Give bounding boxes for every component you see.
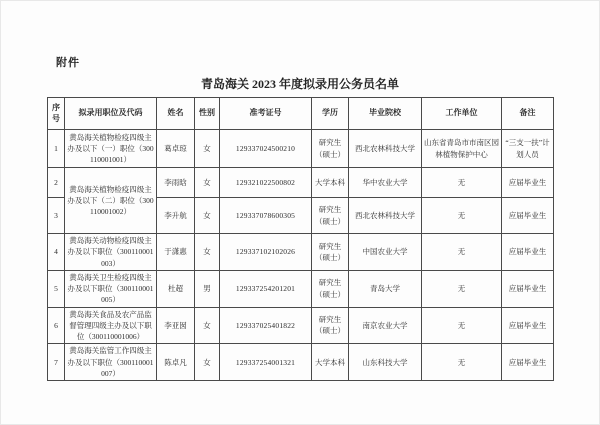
- cell-exam-no: 129337102102026: [220, 234, 312, 271]
- cell-degree: 研究生（硕士）: [312, 130, 349, 168]
- cell-school: 南京农业大学: [349, 307, 422, 344]
- cell-degree: 研究生（硕士）: [312, 307, 349, 344]
- cell-employer: 山东省青岛市市南区园林植物保护中心: [422, 130, 502, 168]
- cell-degree: 大学本科: [312, 344, 349, 381]
- cell-exam-no: 129321022500802: [220, 168, 312, 198]
- cell-position-merged: 黄岛海关植物检疫四级主办及以下（二）职位（300110001002）: [65, 168, 157, 234]
- cell-position: 黄岛海关监管工作四级主办及以下职位（300110001007）: [65, 344, 157, 381]
- cell-note: 应届毕业生: [502, 168, 554, 198]
- page-title: 青岛海关 2023 年度拟录用公务员名单: [200, 77, 399, 91]
- cell-employer: 无: [422, 344, 502, 381]
- cell-note: “三支一扶”计划人员: [502, 130, 554, 168]
- cell-note: 应届毕业生: [502, 198, 554, 234]
- table-row: [48, 344, 554, 381]
- cell-position: 黄岛海关卫生检疫四级主办及以下职位（300110001005）: [65, 270, 157, 307]
- table-row: [48, 130, 554, 168]
- cell-school: 山东科技大学: [349, 344, 422, 381]
- cell-school: 中国农业大学: [349, 234, 422, 271]
- header-name: 姓名: [157, 98, 195, 130]
- cell-name: 葛卓琼: [157, 130, 195, 168]
- cell-employer: 无: [422, 198, 502, 234]
- cell-gender: 女: [195, 198, 220, 234]
- cell-name: 陈卓凡: [157, 344, 195, 381]
- cell-employer: 无: [422, 307, 502, 344]
- cell-no: 7: [48, 344, 65, 381]
- cell-school: 华中农业大学: [349, 168, 422, 198]
- cell-degree: 研究生（硕士）: [312, 270, 349, 307]
- cell-gender: 女: [195, 168, 220, 198]
- cell-note: 应届毕业生: [502, 270, 554, 307]
- table-row: [48, 234, 554, 271]
- header-exam-no: 准考证号: [220, 98, 312, 130]
- cell-position: 黄岛海关动物检疫四级主办及以下职位（300110001003）: [65, 234, 157, 271]
- cell-position: 黄岛海关植物检疫四级主办及以下（一）职位（300110001001）: [65, 130, 157, 168]
- cell-no: 3: [48, 198, 65, 234]
- cell-position: 黄岛海关食品及农产品监督管理四级主办及以下职位（300110001006）: [65, 307, 157, 344]
- cell-name: 于潇惠: [157, 234, 195, 271]
- table-row: [48, 270, 554, 307]
- cell-name: 杜超: [157, 270, 195, 307]
- cell-degree: 大学本科: [312, 168, 349, 198]
- cell-gender: 女: [195, 344, 220, 381]
- cell-note: 应届毕业生: [502, 307, 554, 344]
- cell-exam-no: 129337078600305: [220, 198, 312, 234]
- cell-gender: 女: [195, 130, 220, 168]
- cell-school: 西北农林科技大学: [349, 198, 422, 234]
- table-row: [48, 307, 554, 344]
- cell-note: 应届毕业生: [502, 234, 554, 271]
- cell-no: 1: [48, 130, 65, 168]
- table-row: [48, 168, 554, 198]
- header-employer: 工作单位: [422, 98, 502, 130]
- header-no: 序号: [48, 98, 65, 130]
- header-degree: 学历: [312, 98, 349, 130]
- cell-exam-no: 129337024500210: [220, 130, 312, 168]
- cell-no: 2: [48, 168, 65, 198]
- header-note: 备注: [502, 98, 554, 130]
- cell-school: 青岛大学: [349, 270, 422, 307]
- cell-gender: 男: [195, 270, 220, 307]
- cell-note: 应届毕业生: [502, 344, 554, 381]
- recruitment-table: [47, 97, 554, 381]
- cell-degree: 研究生（硕士）: [312, 234, 349, 271]
- cell-employer: 无: [422, 234, 502, 271]
- cell-degree: 研究生（硕士）: [312, 198, 349, 234]
- cell-no: 6: [48, 307, 65, 344]
- header-position: 拟录用职位及代码: [65, 98, 157, 130]
- cell-exam-no: 129337254201201: [220, 270, 312, 307]
- cell-exam-no: 129337025401822: [220, 307, 312, 344]
- header-gender: 性别: [195, 98, 220, 130]
- cell-employer: 无: [422, 168, 502, 198]
- cell-school: 西北农林科技大学: [349, 130, 422, 168]
- cell-employer: 无: [422, 270, 502, 307]
- header-school: 毕业院校: [349, 98, 422, 130]
- cell-no: 4: [48, 234, 65, 271]
- cell-gender: 女: [195, 307, 220, 344]
- cell-name: 李亚囡: [157, 307, 195, 344]
- cell-gender: 女: [195, 234, 220, 271]
- cell-no: 5: [48, 270, 65, 307]
- attachment-label: 附件: [56, 57, 80, 69]
- cell-name: 李升航: [157, 198, 195, 234]
- cell-exam-no: 129337254001321: [220, 344, 312, 381]
- table-header-row: [48, 98, 554, 130]
- cell-name: 李雨晗: [157, 168, 195, 198]
